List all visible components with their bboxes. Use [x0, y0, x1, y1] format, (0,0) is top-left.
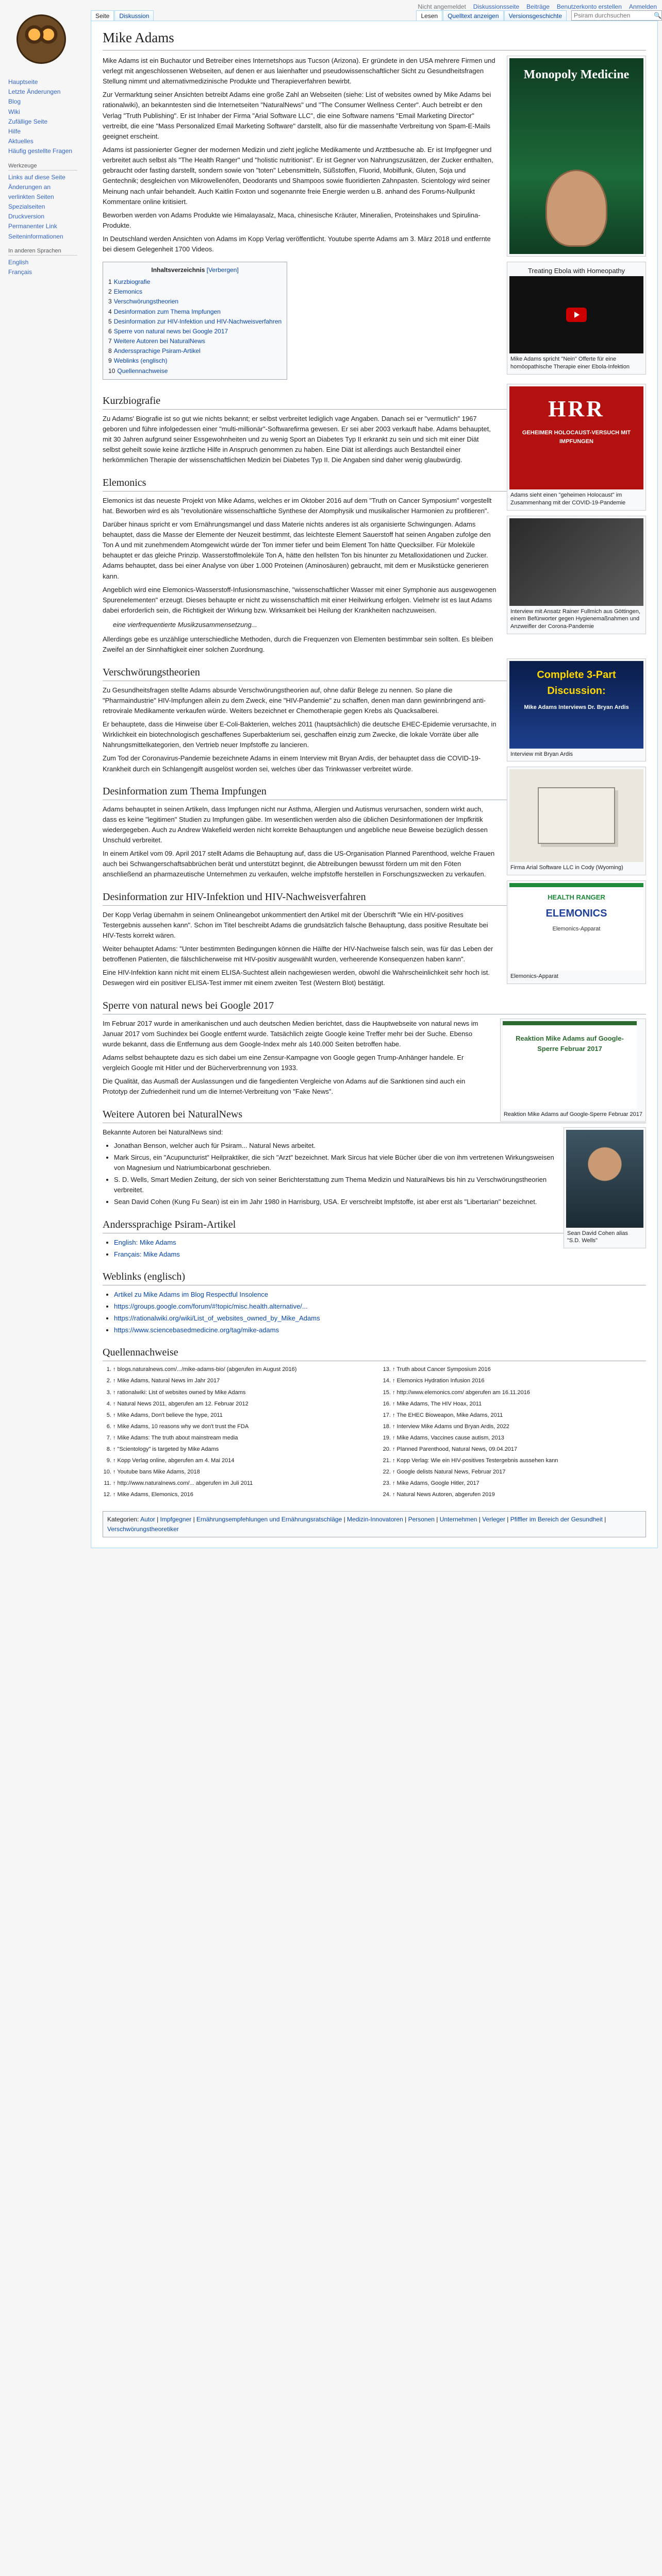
author-thumbnail	[564, 1127, 646, 1249]
weblink-item	[114, 1290, 646, 1300]
impfungen-paragraph: Adams behauptet in seinen Artikeln, dass Impfungen nicht nur Asthma, Allergien und Autismus verursachen, sondern wirkt auch, dass es keine "legitimen" Studien zu Impfungen gäbe. Im wesentlichen werden also die üblichen Desinformationen der Impfkritik wiedergegeben. Auch zu Andrew Wakefield werden nicht korrekte Behauptungen und angebliche neue Beweise bezüglich dessen Unschuld verbreitet.	[103, 805, 488, 844]
sidebar-tools	[8, 173, 77, 242]
author-item: • Jonathan Benson, welcher auch für Psiram... Natural News arbeitet.	[114, 1141, 646, 1151]
toc-item[interactable]	[108, 366, 282, 376]
sidebar-nav-link[interactable]: Wiki	[8, 108, 20, 115]
kurzbiografie-paragraph: Zu Adams' Biografie ist so gut wie nichts bekannt; er selbst verbreitet lediglich vage Angaben. Danach sei er "vermutlich" 1967 geboren und führe infolgedessen einer "multi-millionär"-Softwarefirma gewesen. Er sei aber 2003 verkauft habe. Adams behauptet, mit 30 Jahren aufgrund seiner Essgewohnheiten und zu wenig Sport an Diabetes Typ II erkrankt zu sein und sich mit einer Diät selbst geheilt sowie keine ärztliche Hilfe in Anspruch genommen zu haben. Eine Diät ist allerdings auch Bestandteil einer herkömmlichen Therapie der wissenschaftlichen Medizin bei Diabetes Typ II. Die Angaben sind daher wenig glaubwürdig.	[103, 414, 491, 464]
hiv-paragraph: Eine HIV-Infektion kann nicht mit einem ELISA-Suchtest allein nachgewiesen werden, obwohl die Wahrscheinlichkeit sehr hoch ist. Deswegen wird ein positiver ELISA-Test immer mit einem zweiten Test (Western Blot) bestätigt.	[103, 969, 490, 987]
reference-item: 24. ↑ Natural News Autoren, abgerufen 2019	[392, 1490, 646, 1499]
toc-item[interactable]	[108, 317, 282, 327]
reference-item: 5. ↑ Mike Adams, Don't believe the hype, 2011	[113, 1411, 367, 1420]
toc-item[interactable]	[108, 346, 282, 356]
tab-discussion[interactable]: Diskussion	[114, 10, 154, 21]
reference-item: 20. ↑ Planned Parenthood, Natural News, 09.04.2017	[392, 1445, 646, 1454]
elemonics-ad-title: ELEMONICS	[545, 908, 607, 920]
section-heading-impfungen: Desinformation zum Thema Impfungen	[103, 784, 646, 800]
category-link[interactable]: Verleger	[482, 1515, 505, 1523]
elemonics-paragraph: Elemonics ist das neueste Projekt von Mike Adams, welches er im Oktober 2016 auf dem "Truth on Cancer Symposium" vorgestellt hat. Beworben wird es als "revolutionäre wissenschaftliche Synthese der Atomphysik und musikalischer Harmonien zu profitieren".	[103, 496, 492, 515]
sidebar-tool-link[interactable]: Druckversion	[8, 213, 45, 221]
language-article-item-link[interactable]: English: Mike Adams	[114, 1238, 176, 1246]
elemonics-paragraph: Angeblich wird eine Elemonics-Wasserstoff-Infusionsmaschine, "wissenschaftlicher Wasser mit einer Symphonie aus ausgewogenen Spurenelementen" erzeugt. Dieses behaupte er nicht zu wissenschaftlich mit einer Heilwirkung erfolgen. Vielmehr ist es laut Adams dabei erforderlich sein, die Richtigkeit der Wirkung bzw. Wirksamkeit bei Heilung der Krankheiten nachzuweisen.	[103, 585, 496, 614]
building-photo[interactable]	[509, 769, 643, 862]
weblink-item-link[interactable]: https://www.sciencebasedmedicine.org/tag/mike-adams	[114, 1326, 279, 1334]
reference-item: 4. ↑ Natural News 2011, abgerufen am 12. Februar 2012	[113, 1400, 367, 1409]
verschwoerung-paragraph: Zum Tod der Coronavirus-Pandemie bezeichnete Adams in einem Interview mit Bryan Ardis, der behauptet dass die COVID-19-Krankheit durch ein Schlangengift ausgelöst worden sei, welches über das Trinkwasser verbreitet würde.	[103, 754, 481, 773]
toc-link[interactable]: Desinformation zum Thema Impfungen	[113, 308, 221, 315]
author-item: • Sean David Cohen (Kung Fu Sean) ist ein im Jahr 1980 in Harrisburg, USA. Er verschreibt Impfstoffe, ist aber erst als "Libertarian" bezeichnet.	[114, 1197, 646, 1207]
elemonics-caption: Elemonics-Apparat	[510, 973, 558, 980]
references-list	[103, 1365, 646, 1502]
sidebar-language-link[interactable]: English	[8, 258, 29, 266]
category-link[interactable]: Unternehmen	[439, 1515, 477, 1523]
sidebar-tool-link[interactable]: Änderungen an verlinkten Seiten	[8, 183, 54, 200]
building-caption: Firma Arial Software LLC in Cody (Wyoming)	[510, 865, 623, 871]
toc-link[interactable]: Quellennachweise	[117, 367, 168, 375]
reference-item: 16. ↑ Mike Adams, The HIV Hoax, 2011	[392, 1400, 646, 1409]
toc-item[interactable]	[108, 277, 282, 287]
toc-item[interactable]	[108, 307, 282, 317]
toc-link[interactable]: Sperre von natural news bei Google 2017	[113, 327, 228, 335]
toc-title: Inhaltsverzeichnis	[151, 266, 205, 274]
intro-paragraph: Zur Vermarktung seiner Ansichten betreibt Adams eine große Zahl an Webseiten (siehe: List of websites owned by Mike Adams bei rationalwiki), an bekanntesten sind die Internetseiten "NaturalNews" und "The Consumer Wellness Center". Auch betreibt er den Verlag "Truth Publishing". Er ist Inhaber der Firma "Arial Software LLC", die eine Software namens "Email Marketing Director" vertreibt, die eine "Mass Personalized Email Marketing Software" darstellt, also für die massenhafte Verbreitung von Spam-E-Mails geeignet erscheint.	[103, 91, 491, 140]
google-paragraph: Adams selbst behauptete dazu es sich dabei um eine Zensur-Kampagne von Google gegen Trump-Anhänger handele. Er vergleich Google mit Hitler und der Bücherverbrennung von 1933.	[103, 1054, 464, 1072]
reference-item: 21. ↑ Kopp Verlag: Wie ein HIV-positives Testergebnis aussehen kann	[392, 1456, 646, 1465]
sidebar-languages-heading: In anderen Sprachen	[8, 248, 77, 256]
sidebar-tool-link[interactable]: Permanenter Link	[8, 223, 57, 230]
google-paragraph: Im Februar 2017 wurde in amerikanischen und auch deutschen Medien berichtet, dass die Hauptwebseite von natural news im Januar 2017 vom Suchindex bei Google entfernt wurde. Tatsächlich zeigte Google keine Treffer mehr bei der Suche. Ebenso wurde bekannt, dass die Entfernung aus dem Google-Index mehr als 140.000 Seiten betroffen habe.	[103, 1019, 478, 1048]
verschwoerung-paragraph: Er behauptete, dass die Hinweise über E-Coli-Bakterien, welches 2011 (hauptsächlich) die deutsche EHEC-Epidemie verursachte, in Wirklichkeit ein biotechnologisch geschaffenes Superbakterium sei, geschaffen einzig zum Zwecke, die lokale Vorräte über alle Nahrungsmittelkategorien, den Vertrieb neuer Impfstoffe zu lancieren.	[103, 720, 496, 749]
impfungen-paragraph: In einem Artikel vom 09. April 2017 stellt Adams die Behauptung auf, dass die US-Organisation Planned Parenthood, welche Frauen auch bei Schwangerschaftsabbrüchen berät und unterstützt beginnt, die Abtreibungen bewusst fördern um mit den Föten anschließend an pharmazeutische Unternehmen zu verkaufen, welche impfstoffe herstellen in Forschungszwecken zu verkaufen.	[103, 850, 495, 878]
search-icon[interactable]: 🔍	[654, 12, 661, 19]
tab-view-source[interactable]: Quelltext anzeigen	[443, 10, 503, 21]
weblink-item-link[interactable]: https://rationalwiki.org/wiki/List_of_websites_owned_by_Mike_Adams	[114, 1314, 320, 1323]
video-thumbnail	[507, 262, 646, 375]
category-link[interactable]: Autor	[140, 1515, 155, 1523]
category-link[interactable]: Pfiffler im Bereich der Gesundheit	[510, 1515, 603, 1523]
tab-read[interactable]: Lesen	[416, 10, 442, 21]
reference-item: 8. ↑ "Scientology" is targeted by Mike Adams	[113, 1445, 367, 1454]
naturalnews-thumbnail	[500, 1019, 646, 1122]
weblinks-list	[114, 1290, 646, 1336]
top-bar	[91, 0, 662, 21]
sidebar-tools-heading: Werkzeuge	[8, 163, 77, 171]
hiv-paragraph: Der Kopp Verlag übernahm in seinem Onlineangebot unkommentiert den Artikel mit der Überschrift "Wie ein HIV-positives Testergebnis aussehen kann". Schon im Titel beschreibt Adams die grundsätzlich falsche Behauptung, dass positive Resultate bei HIV-Tests korrekt wären.	[103, 910, 488, 939]
hiv-paragraph: Weiter behauptet Adams: "Unter bestimmten Bedingungen können die Hälfte der HIV-Nachweise falsch sein, was für das Leben der betroffenen Patienten, die fälschlicherweise mit HIV-positiv ausgewählt wurden, verheerende Konsequenzen haben kann".	[103, 945, 493, 963]
section-heading-google: Sperre von natural news bei Google 2017	[103, 998, 646, 1014]
intro-paragraph: In Deutschland werden Ansichten von Adams im Kopp Verlag veröffentlicht. Youtube sperrte Adams am 3. März 2018 und entfernte bei diesem Gelegenheit 1700 Videos.	[103, 235, 491, 253]
section-heading-hiv: Desinformation zur HIV-Infektion und HIV-Nachweisverfahren	[103, 889, 646, 906]
autoren-intro: Bekannte Autoren bei NaturalNews sind:	[103, 1128, 223, 1136]
sidebar	[0, 77, 82, 277]
reference-item: 14. ↑ Elemonics Hydration Infusion 2016	[392, 1377, 646, 1385]
toc-link[interactable]: Desinformation zur HIV-Infektion und HIV-Nachweisverfahren	[113, 317, 282, 325]
reference-item: 3. ↑ rationalwiki: List of websites owned by Mike Adams	[113, 1388, 367, 1397]
author-portrait-image	[545, 170, 607, 247]
book-cover-title: Monopoly Medicine	[523, 67, 630, 81]
category-link[interactable]: Verschwörungstheoretiker	[107, 1525, 179, 1533]
search-box[interactable]	[571, 10, 662, 21]
toc-number: 8	[108, 347, 112, 355]
main-content	[91, 21, 658, 1548]
interview-photo[interactable]	[509, 518, 643, 606]
elemonics-more: Allerdings gebe es unzählige unterschiedliche Methoden, durch die Frequenzen von Elementen bestimmbar sein sollten. Es bleiben Zweifel an der Sinnhaftigkeit einer solchen Zuordnung.	[103, 635, 493, 654]
page-title: Mike Adams	[103, 27, 646, 50]
toc-item[interactable]	[108, 287, 282, 297]
reference-item: 15. ↑ http://www.elemonics.com/ abgerufen am 16.11.2016	[392, 1388, 646, 1397]
weblink-item	[114, 1301, 646, 1312]
toc-item[interactable]	[108, 356, 282, 366]
talk-link[interactable]: Diskussionsseite	[473, 3, 520, 10]
category-link[interactable]: Personen	[408, 1515, 435, 1523]
video-title: Treating Ebola with Homeopathy	[527, 266, 625, 275]
blue-ad-headline: Complete 3-Part Discussion:	[537, 669, 616, 697]
owl-logo-icon	[16, 14, 66, 64]
section-heading-weblinks: Weblinks (englisch)	[103, 1269, 646, 1285]
sidebar-nav-link[interactable]: Hilfe	[8, 127, 21, 135]
interview-photo-caption: Interview mit Ansatz Rainer Fullmich aus Göttingen, einem Befürworter gegen Hygienemaßnahmen und Anzweifler der Corona-Pandemie	[510, 608, 640, 630]
sidebar-nav-link[interactable]: Häufig gestellte Fragen	[8, 147, 73, 155]
holocaust-ad-image[interactable]	[509, 386, 643, 489]
reference-item: 7. ↑ Mike Adams: The truth about mainstream media	[113, 1434, 367, 1443]
section-heading-kurzbiografie: Kurzbiografie	[103, 393, 646, 410]
user-status: Nicht angemeldet	[418, 3, 466, 10]
reference-item: 9. ↑ Kopp Verlag online, abgerufen am 4. Mai 2014	[113, 1456, 367, 1465]
language-article-item-link[interactable]: Français: Mike Adams	[114, 1250, 180, 1258]
reference-item: 2. ↑ Mike Adams, Natural News im Jahr 2017	[113, 1377, 367, 1385]
toc-link[interactable]: Verschwörungstheorien	[113, 298, 179, 306]
category-link[interactable]: Medizin-Innovatoren	[347, 1515, 403, 1523]
reference-item: 13. ↑ Truth about Cancer Symposium 2016	[392, 1365, 646, 1374]
intro-paragraph: Beworben werden von Adams Produkte wie Himalayasalz, Maca, chinesische Kräuter, Mineralien, Proteinshakes und Spirulina-Produkte.	[103, 211, 481, 229]
book-cover-image[interactable]	[509, 58, 643, 254]
reference-item: 19. ↑ Mike Adams, Vaccines cause autism, 2013	[392, 1434, 646, 1443]
sidebar-tool-link[interactable]: Seiteninformationen	[8, 232, 63, 240]
intro-paragraph: Mike Adams ist ein Buchautor und Betreiber eines Internetshops aus Tucson (Arizona). Er gründete in den USA mehrere Firmen und verlegt mit angeschlossenen Webseiten, auf denen er aus laienhafter und pseudowissenschaftlicher Sicht zu Gesundheitsfragen Stellung nimmt und alternativmedizinische Produkte und Therapieverfahren bewirbt.	[103, 56, 495, 86]
toc-list	[108, 277, 282, 376]
toc-number: 10	[108, 367, 115, 375]
tab-article[interactable]: Seite	[91, 10, 114, 21]
play-icon[interactable]	[566, 308, 587, 322]
blue-ad-subline: Mike Adams Interviews Dr. Bryan Ardis	[524, 704, 629, 710]
tab-history[interactable]: Versionsgeschichte	[504, 10, 567, 21]
search-input[interactable]	[574, 12, 654, 19]
reference-item: 18. ↑ Interview Mike Adams und Bryan Ardis, 2022	[392, 1422, 646, 1431]
blue-ad-caption: Interview mit Bryan Ardis	[510, 751, 573, 757]
reference-item: 10. ↑ Youtube bans Mike Adams, 2018	[113, 1468, 367, 1477]
language-article-item	[114, 1249, 646, 1260]
toc-number: 3	[108, 298, 112, 306]
reference-item: 12. ↑ Mike Adams, Elemonics, 2016	[113, 1490, 367, 1499]
page-tabs	[91, 10, 662, 21]
section-heading-verschwoerung: Verschwörungstheorien	[103, 665, 646, 681]
toc-link[interactable]: Kurzbiografie	[113, 278, 151, 285]
elemonics-ad-sub: Elemonics-Apparat	[552, 926, 601, 933]
naturalnews-caption: Reaktion Mike Adams auf Google-Sperre Februar 2017	[503, 1111, 642, 1117]
sidebar-languages	[8, 258, 77, 277]
toc-link[interactable]: Elemonics	[113, 288, 143, 296]
login-link[interactable]: Anmelden	[628, 3, 657, 10]
sidebar-nav-link[interactable]: Blog	[8, 98, 21, 106]
intro-paragraph: Adams ist passionierter Gegner der modernen Medizin und zieht jegliche Medikamente und Arzttbesuche ab. Er ist Impfgegner und verbreitet auch selbst als "The Health Ranger" und "holistic nutritionist". Er ist Gegner von Nahrungszusätzen, der Zucker enthalten, gebraucht oder fasting darstellt, sondern sowie von "toten" Lebensmitteln, Süßstoffen, Fluorid, Mobilfunk, Gluten, Soja und Gentechnik; desgleichen von Mikrowellenöfen, Deodorants und Shampoos sowie fluoridierten Zahnpasten. Scientology wird seiner Meinung nach unfair behandelt. Auch Kaitlin Foxton und sogenannte freie Energie werden u.B. anhand des Forums-Nullpunkt Kommentare online kritisiert.	[103, 145, 493, 206]
ad-subline: GEHEIMER HOLOCAUST-VERSUCH MIT IMPFUNGEN	[522, 430, 631, 445]
toc-item[interactable]	[108, 327, 282, 336]
reference-item: 22. ↑ Google delists Natural News, Februar 2017	[392, 1468, 646, 1477]
reference-item: 17. ↑ The EHEC Bioweapon, Mike Adams, 2011	[392, 1411, 646, 1420]
naturalnews-logo-text: Reaktion Mike Adams auf Google-Sperre Februar 2017	[516, 1034, 624, 1053]
category-link[interactable]: Ernährungsempfehlungen und Ernährungsratschläge	[196, 1515, 342, 1523]
red-ad-caption: Adams sieht einen "geheimen Holocaust" im Zusammenhang mit der COVID-19-Pandemie	[510, 492, 626, 506]
category-links: Kategorien: Autor | Impfgegner | Ernährungsempfehlungen und Ernährungsratschläge | Medizin-Innovatoren | Personen | Unternehmen | Verleger | Pfiffler im Bereich der Gesundheit | Verschwörungstheoretiker	[103, 1511, 646, 1537]
section-heading-autoren: Weitere Autoren bei NaturalNews	[103, 1107, 646, 1123]
sidebar-nav-link[interactable]: Hauptseite	[8, 78, 38, 86]
category-list: Autor | Impfgegner | Ernährungsempfehlungen und Ernährungsratschläge | Medizin-Innovatoren | Personen | Unternehmen | Verleger | Pfiffler im Bereich der Gesundheit | Verschwörungstheoretiker	[107, 1515, 606, 1533]
elemonics-quote: eine vierfrequentierte Musikzusammensetzung...	[113, 621, 257, 629]
category-link[interactable]: Impfgegner	[160, 1515, 192, 1523]
sidebar-nav-link[interactable]: Aktuelles	[8, 138, 34, 145]
weblink-item-link[interactable]: https://groups.google.com/forum/#!topic/misc.health.alternative/...	[114, 1302, 308, 1310]
red-ad-thumbnail	[507, 384, 646, 511]
section-heading-quellen: Quellennachweise	[103, 1345, 646, 1361]
sidebar-navigation	[8, 77, 77, 157]
building-thumbnail	[507, 767, 646, 875]
reference-item: 1. ↑ blogs.naturalnews.com/.../mike-adams-bio/ (abgerufen im August 2016)	[113, 1365, 367, 1374]
category-label[interactable]: Kategorien	[107, 1515, 138, 1523]
reference-item: 6. ↑ Mike Adams, 10 reasons why we don't trust the FDA	[113, 1422, 367, 1431]
toc-number: 6	[108, 327, 112, 335]
book-thumbnail	[507, 56, 646, 257]
toc-item[interactable]	[108, 336, 282, 346]
weblink-item	[114, 1313, 646, 1324]
toc-number: 4	[108, 308, 112, 315]
sidebar-nav-link[interactable]: Letzte Änderungen	[8, 88, 61, 96]
section-heading-elemonics: Elemonics	[103, 475, 646, 492]
toc-toggle[interactable]: [Verbergen]	[206, 266, 239, 274]
elemonics-ad[interactable]	[509, 883, 643, 971]
sidebar-tool-link[interactable]: Links auf diese Seite	[8, 173, 65, 181]
elemonics-paragraph: Darüber hinaus spricht er vom Ernährungsmangel und dass Materie nichts anderes ist als organisierte Schwingungen. Adams behauptet, dass die Masse der Elemente der Neuzeit bestimmt, das leichteste Element Sauerstoff hat seinen Angaben zufolge den Ton A und mit zunehmendem Atomgewicht würde der Ton immer tiefer und beim Element Ton hätte Quecksilber. Für Moleküle behauptet er das gleiche Prinzip. Wasserstoffmoleküle Ton A, hätte den hellsten Ton bis hinunter zu Metalloxidationen und Zucker. Adams behauptet, dass bei einer Analyse von über 1.000 Proteinen (Aminosäuren) gebraucht, mit dem er Musikstücke generieren kann.	[103, 520, 491, 580]
contributions-link[interactable]: Beiträge	[526, 3, 550, 10]
table-of-contents	[103, 262, 287, 379]
author-photo-caption: Sean David Cohen alias "S.D. Wells"	[567, 1230, 628, 1244]
interview-photo-thumbnail	[507, 516, 646, 635]
toc-number: 2	[108, 288, 112, 296]
toc-number: 1	[108, 278, 112, 285]
ad-headline: HRR	[548, 396, 605, 421]
toc-number: 7	[108, 337, 112, 345]
video-caption: Mike Adams spricht "Nein" Offerte für eine homöopathische Therapie einer Ebola-Infektion	[510, 356, 630, 370]
create-account-link[interactable]: Benutzerkonto erstellen	[556, 3, 622, 10]
sidebar-language-link[interactable]: Français	[8, 268, 32, 276]
weblink-item-link[interactable]: Artikel zu Mike Adams im Blog Respectful Insolence	[114, 1290, 269, 1298]
sidebar-tool-link[interactable]: Spezialseiten	[8, 203, 45, 211]
weblink-item	[114, 1325, 646, 1335]
elemonics-thumbnail	[507, 880, 646, 984]
google-paragraph: Die Qualität, das Ausmaß der Auslassungen und die fangedienten Vergleiche von Adams auf die Sanktionen sind auch ein Prototyp der Zufriedenheit rund um die Internet-Verbreitung von "Fake News".	[103, 1077, 466, 1096]
reference-item: 23. ↑ Mike Adams, Google Hitler, 2017	[392, 1479, 646, 1488]
reference-item: 11. ↑ http://www.naturalnews.com/... abgerufen im Juli 2011	[113, 1479, 367, 1488]
toc-link[interactable]: Weblinks (englisch)	[113, 357, 168, 365]
psiram-logo[interactable]	[6, 4, 76, 74]
naturalnews-screenshot[interactable]	[503, 1021, 637, 1109]
ardis-interview-ad[interactable]	[509, 661, 643, 749]
elemonics-ad-brand: HEALTH RANGER	[548, 893, 605, 902]
building-shape	[538, 787, 615, 844]
author-item: • Mark Sircus, ein "Acupuncturist" Heilpraktiker, die sich "Arzt" bezeichnet. Mark Sircus hat viele Bücher über die von ihm vertretenen Wirkungsweisen von Magnesium und Natriumbicarbonat geschrieben.	[114, 1153, 646, 1173]
verschwoerung-paragraph: Zu Gesundheitsfragen stellte Adams absurde Verschwörungstheorien auf, ohne dafür Belege zu nennen. So plane die "Pharmaindustrie" HIV-Impfungen allein zu dem Zweck, eine "HIV-Pandemie" zu schaffen, denen man dann gewinnbringend anti-retrovirale Medikamente verkaufen würde. Weiters bezeichnet er Chemotherapie gegen Krebs als Quacksalberei.	[103, 686, 486, 715]
personal-tools	[418, 3, 657, 10]
video-player[interactable]	[509, 276, 643, 353]
toc-item[interactable]	[108, 297, 282, 307]
toc-link[interactable]: Anderssprachige Psiram-Artikel	[113, 347, 201, 355]
sidebar-nav-link[interactable]: Zufällige Seite	[8, 117, 48, 125]
toc-number: 9	[108, 357, 112, 365]
toc-number: 5	[108, 317, 112, 325]
author-photo[interactable]	[566, 1130, 643, 1228]
toc-link[interactable]: Weitere Autoren bei NaturalNews	[113, 337, 205, 345]
section-heading-anderssprachig: Anderssprachige Psiram-Artikel	[103, 1217, 646, 1233]
blue-ad-thumbnail	[507, 658, 646, 762]
author-item: • S. D. Wells, Smart Medien Zeitung, der sich von seiner Berichterstattung zum Thema Medizin und NaturalNews bis hin zu Verschwörungstheorien verbreitet.	[114, 1175, 646, 1195]
